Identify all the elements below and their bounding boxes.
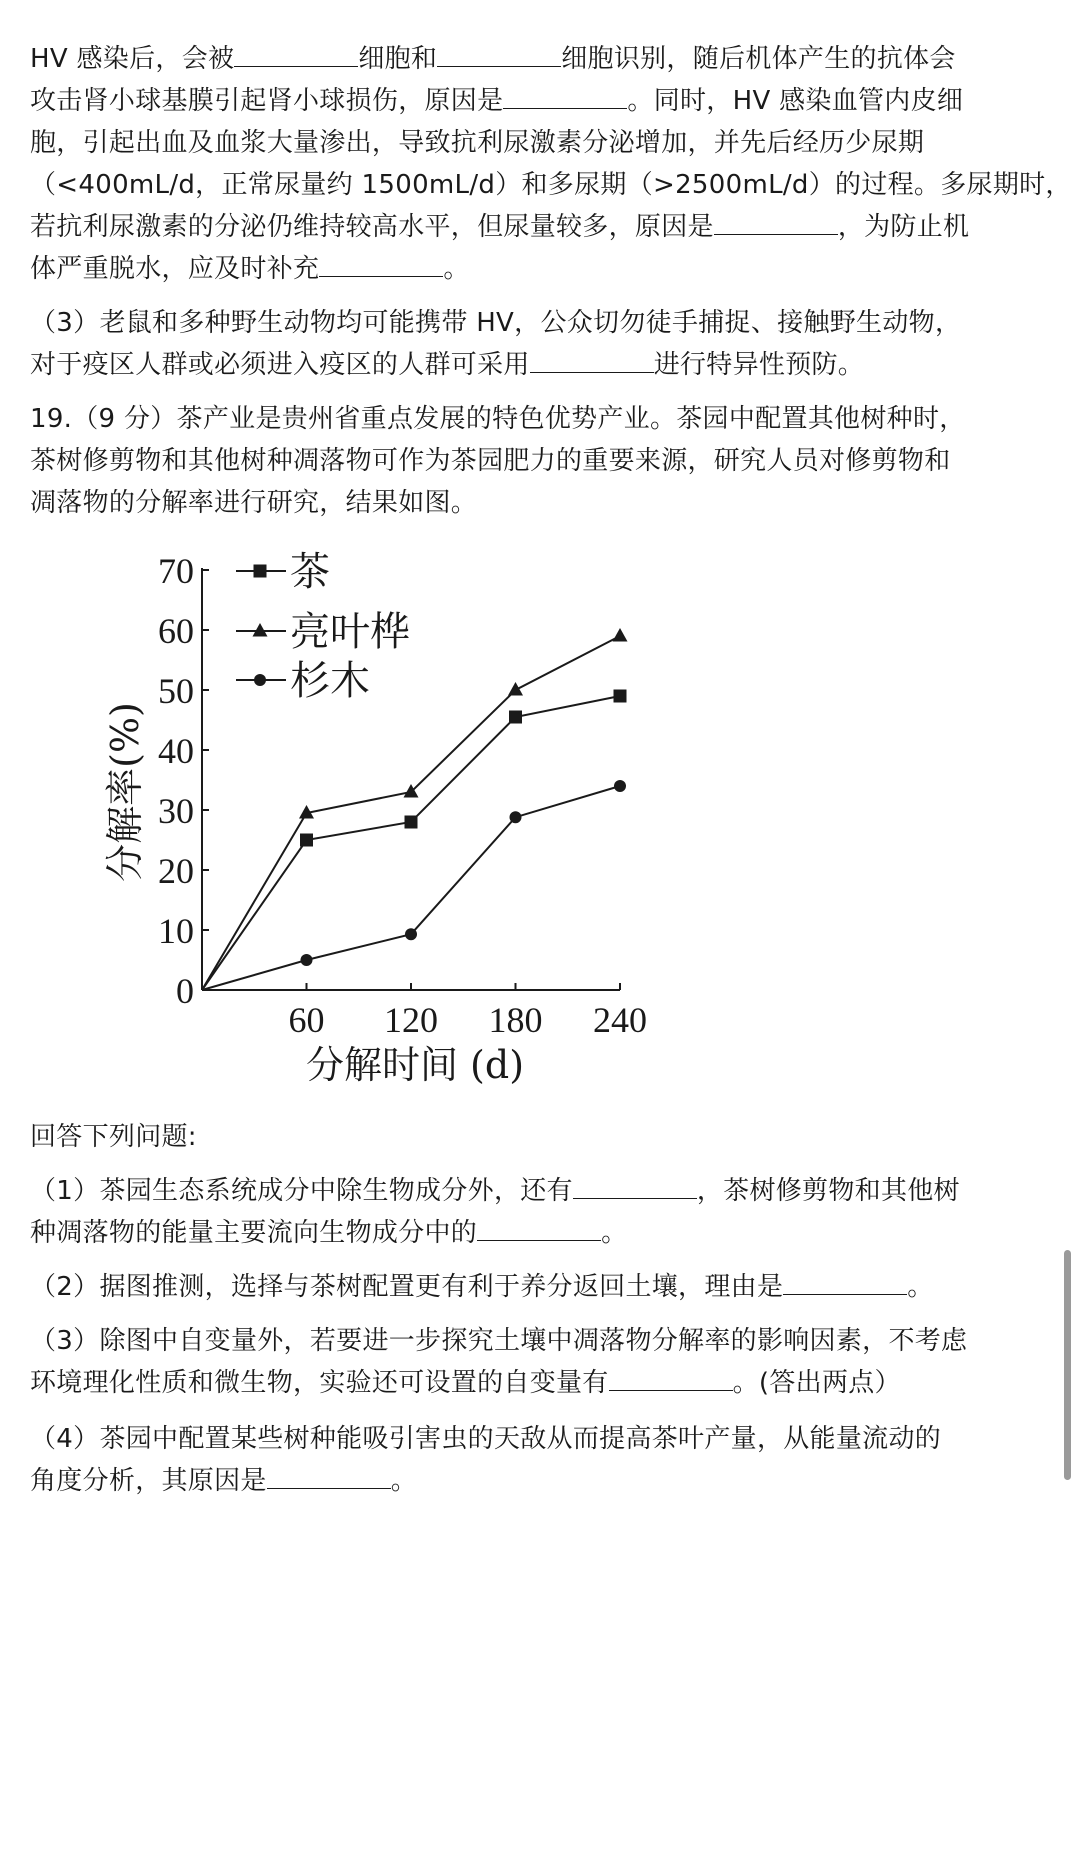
legend-marker [254, 674, 266, 686]
y-tick-label: 40 [158, 731, 194, 771]
text-segment: （3）除图中自变量外，若要进一步探究土壤中凋落物分解率的影响因素，不考虑 [30, 1326, 968, 1356]
text-line [30, 1326, 967, 1356]
text-line [30, 1176, 960, 1206]
x-tick-label: 60 [288, 1000, 325, 1040]
text-segment: 进行特异性预防。 [653, 350, 865, 380]
text-line [30, 1424, 941, 1454]
legend-marker [254, 565, 267, 578]
text-segment: 种凋落物的能量主要流向生物成分中的 [30, 1218, 478, 1248]
text-segment: 细胞识别，随后机体产生的抗体会 [561, 44, 956, 74]
text-segment: 。同时，HV 感染血管内皮细 [627, 86, 964, 116]
y-tick-label: 20 [158, 851, 194, 891]
y-tick-label: 10 [158, 911, 194, 951]
text-line [30, 1368, 901, 1398]
text-line [30, 254, 470, 284]
y-tick-label: 70 [158, 551, 194, 591]
text-segment: 茶树修剪物和其他树种凋落物可作为茶园肥力的重要来源，研究人员对修剪物和 [30, 446, 951, 476]
text-segment: 细胞和 [358, 44, 438, 74]
x-tick-label: 180 [488, 1000, 543, 1040]
text-line [30, 1122, 197, 1152]
data-point [508, 682, 523, 696]
text-line [30, 86, 963, 116]
text-segment: 环境理化性质和微生物，实验还可设置的自变量有 [30, 1368, 609, 1398]
text-segment: （<400mL/d，正常尿量约 1500mL/d）和多尿期（>2500mL/d）的过程。多尿期时， [30, 170, 1072, 200]
data-point [509, 711, 522, 724]
text-segment: 对于疫区人群或必须进入疫区的人群可采用 [30, 350, 530, 380]
text-segment: ，为防止机 [837, 212, 970, 242]
text-segment: 若抗利尿激素的分泌仍维持较高水平，但尿量较多，原因是 [30, 212, 714, 242]
text-line [30, 212, 969, 242]
data-point [301, 954, 313, 966]
text-segment: 。 [601, 1218, 628, 1248]
text-segment: （2）据图推测，选择与茶树配置更有利于养分返回土壤，理由是 [30, 1272, 784, 1302]
data-point [613, 628, 628, 642]
x-tick-label: 240 [593, 1000, 647, 1040]
text-line [30, 128, 924, 158]
answer-blank[interactable] [319, 254, 443, 277]
text-segment: 胞，引起出血及血浆大量渗出，导致抗利尿激素分泌增加，并先后经历少尿期 [30, 128, 925, 158]
legend-marker [253, 623, 268, 637]
answer-blank[interactable] [503, 86, 627, 109]
answer-blank[interactable] [609, 1368, 733, 1391]
answer-blank[interactable] [267, 1466, 391, 1489]
text-line [30, 1466, 417, 1496]
y-tick-label: 0 [176, 971, 194, 1011]
text-segment: 攻击肾小球基膜引起肾小球损伤，原因是 [30, 86, 504, 116]
text-line [30, 1272, 934, 1302]
text-line [30, 308, 961, 338]
data-point [510, 811, 522, 823]
y-tick-label: 30 [158, 791, 194, 831]
text-segment: （3）老鼠和多种野生动物均可能携带 HV，公众切勿徒手捕捉、接触野生动物， [30, 308, 962, 338]
y-axis-label: 分解率(%) [103, 702, 147, 882]
text-segment: 凋落物的分解率进行研究，结果如图。 [30, 488, 478, 518]
data-point [405, 816, 418, 829]
answer-blank[interactable] [234, 44, 358, 67]
y-tick-label: 50 [158, 671, 194, 711]
data-point [300, 834, 313, 847]
decomposition-rate-chart [100, 549, 680, 1100]
text-segment: 回答下列问题: [30, 1122, 197, 1152]
legend-label: 茶 [290, 549, 330, 595]
text-line [30, 446, 951, 476]
answer-blank[interactable] [783, 1272, 907, 1295]
text-segment: HV 感染后，会被 [30, 44, 235, 74]
text-segment: 体严重脱水，应及时补充 [30, 254, 320, 284]
data-point [614, 780, 626, 792]
answer-blank[interactable] [437, 44, 561, 67]
text-segment: 角度分析，其原因是 [30, 1466, 267, 1496]
answer-blank[interactable] [714, 212, 838, 235]
y-tick-label: 60 [158, 611, 194, 651]
scrollbar-thumb[interactable] [1064, 1250, 1071, 1480]
text-line [30, 488, 477, 518]
x-axis-label: 分解时间 (d) [305, 1043, 525, 1087]
text-segment: ，茶树修剪物和其他树 [696, 1176, 960, 1206]
text-line [30, 404, 966, 434]
text-line [30, 170, 1072, 200]
answer-blank[interactable] [477, 1218, 601, 1241]
data-point [614, 690, 627, 703]
legend-label: 亮叶桦 [290, 609, 410, 655]
legend-label: 杉木 [290, 658, 370, 704]
x-tick-label: 120 [384, 1000, 438, 1040]
text-segment: 19.（9 分）茶产业是贵州省重点发展的特色优势产业。茶园中配置其他树种时， [30, 404, 966, 434]
text-segment: 。 [390, 1466, 418, 1496]
text-line [30, 1218, 627, 1248]
text-line [30, 350, 864, 380]
text-segment: （4）茶园中配置某些树种能吸引害虫的天敌从而提高茶叶产量，从能量流动的 [30, 1424, 942, 1454]
text-segment: 。 [907, 1272, 934, 1302]
answer-blank[interactable] [573, 1176, 697, 1199]
text-line [30, 44, 956, 74]
series-line [202, 696, 620, 990]
text-segment: 。 [443, 254, 470, 284]
text-segment: （1）茶园生态系统成分中除生物成分外，还有 [30, 1176, 573, 1206]
data-point [405, 928, 417, 940]
text-segment: 。(答出两点） [732, 1368, 901, 1398]
answer-blank[interactable] [530, 350, 654, 373]
